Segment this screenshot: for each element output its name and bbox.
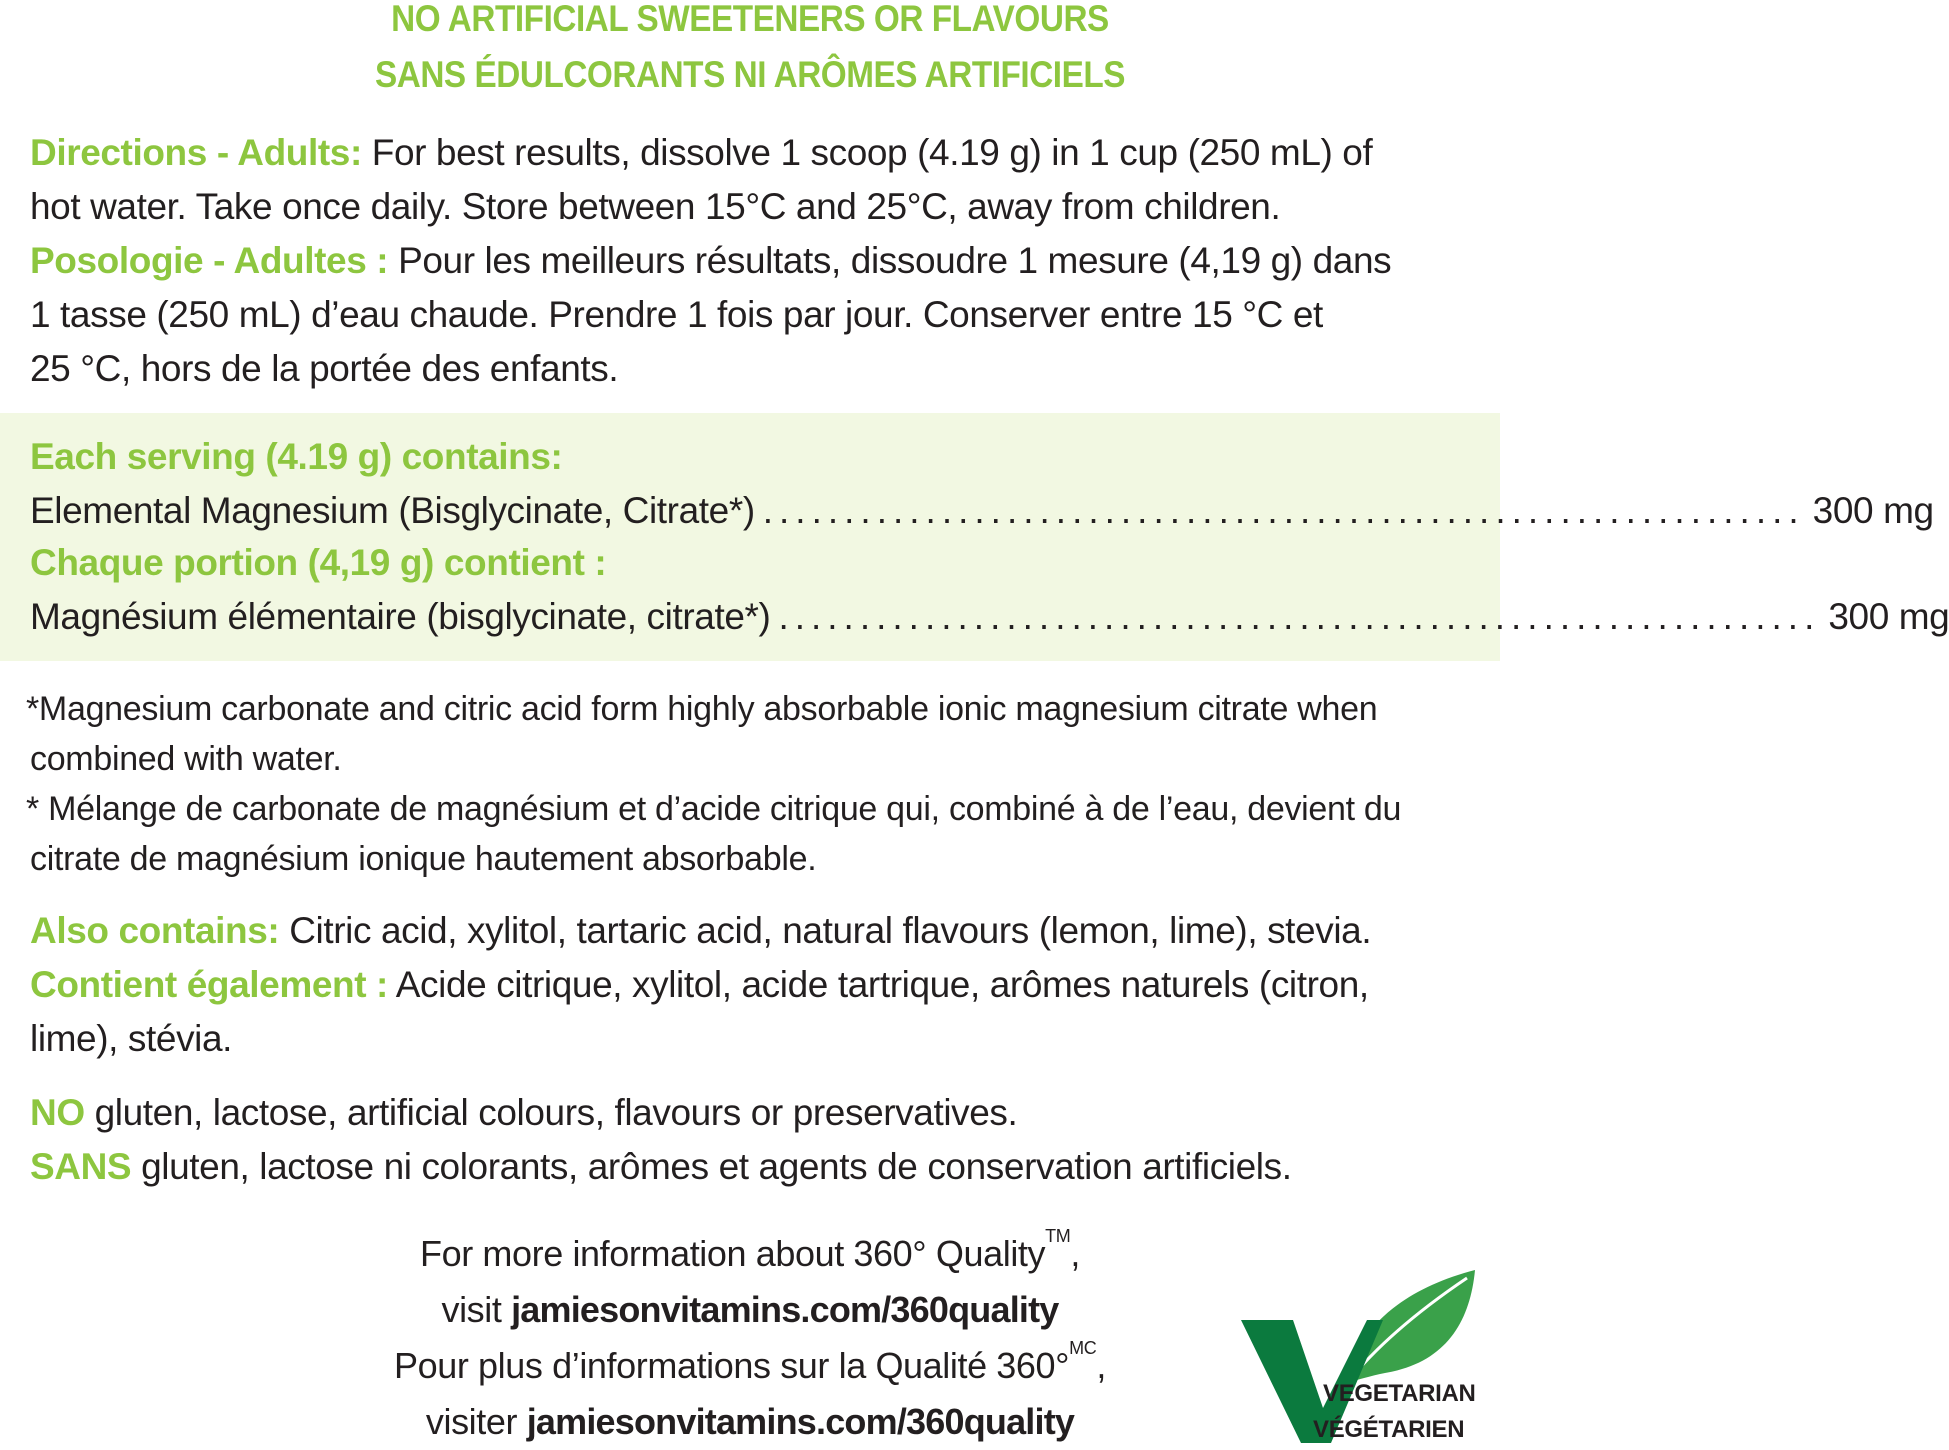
serving-fr-heading-text: Chaque portion (4,19 g) contient : [30,542,607,583]
header-english: NO ARTIFICIAL SWEETENERS OR FLAVOURS [391,0,1109,39]
info-en-1-text: For more information about 360° Quality [420,1233,1046,1274]
also-contains-fr-text-1: Acide citrique, xylitol, acide tartrique, arômes naturels (citron, [387,964,1369,1005]
serving-fr-heading [30,536,1450,590]
serving-en-item: Elemental Magnesium (Bisglycinate, Citrate*) [30,490,755,531]
info-fr-1-text: Pour plus d’informations sur la Qualité 360° [394,1345,1070,1386]
directions-fr-line-2: 1 tasse (250 mL) d’eau chaude. Prendre 1 fois par jour. Conserver entre 15 °C et [30,294,1323,335]
free-from-section [30,1086,1450,1194]
free-from-fr [30,1140,1450,1194]
directions-fr-label: Posologie - Adultes : [30,240,389,281]
footnote-fr-1: * Mélange de carbonate de magnésium et d’acide citrique qui, combiné à de l’eau, devient du [26,790,1402,828]
directions-fr-line-3: 25 °C, hors de la portée des enfants. [30,348,619,389]
directions-en-text-1: For best results, dissolve 1 scoop (4.19 g) in 1 cup (250 mL) of [361,132,1373,173]
info-fr-2-prefix: visiter [425,1401,527,1442]
also-contains-en [30,904,1450,958]
info-fr-2 [300,1394,1200,1450]
directions-fr-line-1 [30,234,1450,288]
dot-leader: ................................................................ [762,490,1805,531]
also-contains-en-text: Citric acid, xylitol, tartaric acid, natural flavours (lemon, lime), stevia. [279,910,1372,951]
header-french: SANS ÉDULCORANTS NI ARÔMES ARTIFICIELS [374,54,1126,95]
info-en-1-end: , [1070,1233,1080,1274]
trademark-sup: TM [1045,1226,1071,1246]
free-from-en-text: gluten, lactose, artificial colours, flavours or preservatives. [84,1092,1018,1133]
also-contains-fr-label: Contient également : [30,964,388,1005]
info-fr-1 [300,1338,1200,1394]
serving-fr-item: Magnésium élémentaire (bisglycinate, citrate*) [30,596,771,637]
free-from-fr-text: gluten, lactose ni colorants, arômes et agents de conservation artificiels. [131,1146,1292,1187]
also-contains-section [30,904,1450,1066]
footnote-en-2: combined with water. [30,740,342,778]
footnote-en-1: *Magnesium carbonate and citric acid form highly absorbable ionic magnesium citrate when [26,690,1378,728]
serving-en-value: 300 mg [1812,490,1934,531]
quality-info [300,1226,1200,1450]
info-en-2 [300,1282,1200,1338]
directions-en-label: Directions - Adults: [30,132,362,173]
serving-en-heading-text: Each serving (4.19 g) contains: [30,436,563,477]
marque-sup: MC [1069,1338,1097,1358]
footnote-section [26,684,1446,884]
free-from-fr-label: SANS [30,1146,132,1187]
also-contains-fr [30,958,1450,1012]
directions-section [30,126,1450,396]
serving-fr-value: 300 mg [1828,596,1949,637]
also-contains-en-label: Also contains: [30,910,280,951]
info-fr-1-end: , [1096,1345,1106,1386]
dot-leader: ................................................................ [778,596,1821,637]
also-contains-fr-2: lime), stévia. [30,1018,233,1059]
quality-link-en[interactable]: jamiesonvitamins.com/360quality [511,1289,1059,1330]
badge-vegetarian-fr: VÉGÉTARIEN [1313,1416,1465,1443]
serving-en-row [30,484,1934,538]
info-en-1 [300,1226,1200,1282]
footnote-fr-2: citrate de magnésium ionique hautement absorbable. [30,840,817,878]
directions-fr-text-1: Pour les meilleurs résultats, dissoudre 1 mesure (4,19 g) dans [388,240,1392,281]
info-en-2-prefix: visit [441,1289,512,1330]
directions-en-line-1 [30,126,1450,180]
quality-link-fr[interactable]: jamiesonvitamins.com/360quality [526,1401,1075,1442]
free-from-en-label: NO [30,1092,85,1133]
directions-en-line-2: hot water. Take once daily. Store between 15°C and 25°C, away from children. [30,186,1281,227]
serving-en-heading [30,430,1450,484]
free-from-en [30,1086,1450,1140]
serving-fr-row [30,590,1949,644]
badge-vegetarian-en: VEGETARIAN [1323,1380,1476,1407]
